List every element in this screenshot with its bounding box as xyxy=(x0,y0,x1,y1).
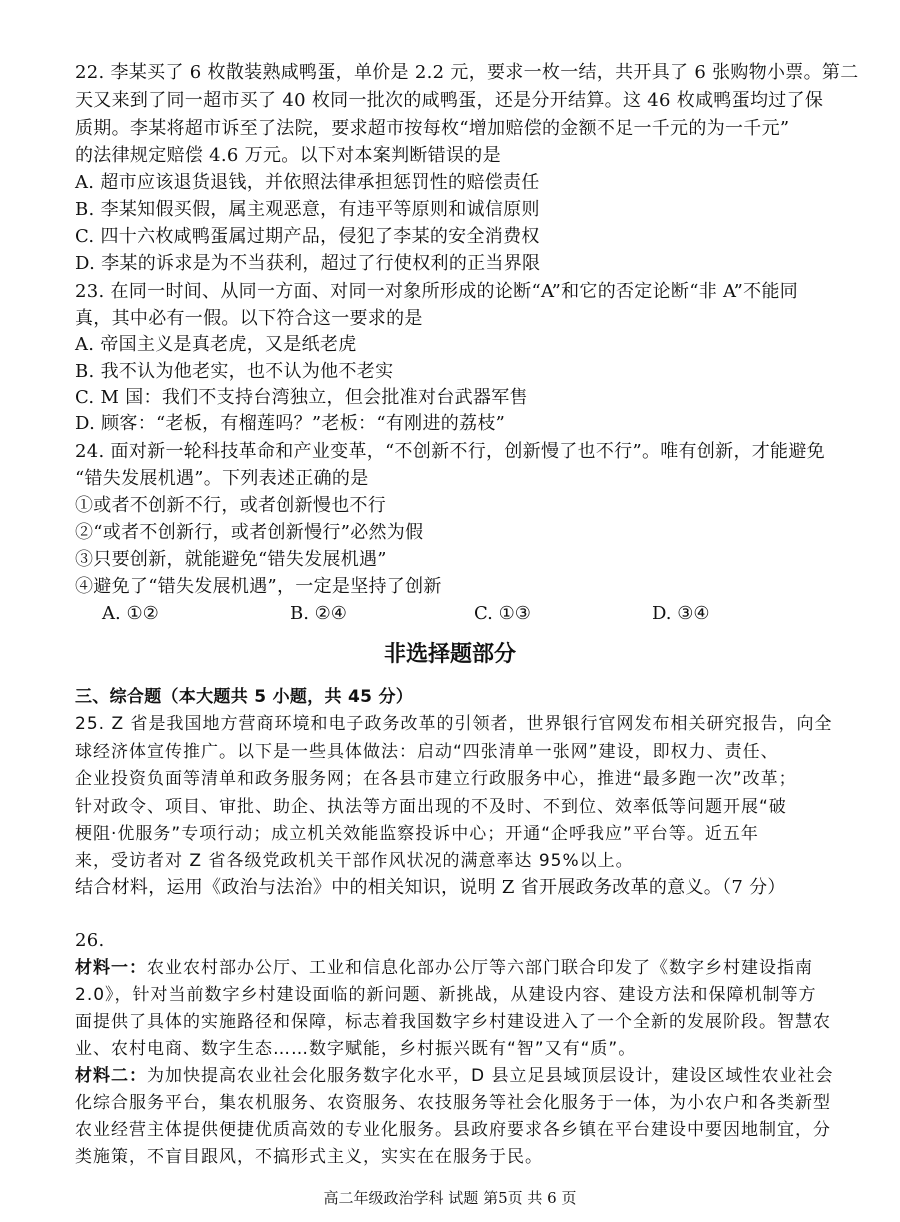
q24-statement-4: ④避免了“错失发展机遇”，一定是坚持了创新 xyxy=(75,576,442,597)
q24-statement-1: ①或者不创新不行，或者创新慢也不行 xyxy=(75,495,387,516)
q23-option-c: C. M 国：我们不支持台湾独立，但会批准对台武器军售 xyxy=(75,387,528,408)
material2-text-1: 为加快提高农业社会化服务数字化水平，D 县立足县域顶层设计，建设区域性农业社会 xyxy=(147,1066,834,1086)
q26-material1-line-2: 2.0》，针对当前数字乡村建设面临的新问题、新挑战，从建设内容、建设方法和保障机制等方 xyxy=(75,985,817,1005)
q23-option-a: A. 帝国主义是真老虎，又是纸老虎 xyxy=(75,334,357,355)
q22-option-a: A. 超市应该退货退钱，并依照法律承担惩罚性的赔偿责任 xyxy=(75,172,540,193)
q26-material1-line-3: 面提供了具体的实施路径和保障，标志着我国数字乡村建设进入了一个全新的发展阶段。智慧农 xyxy=(75,1012,831,1032)
q26-material2-line-1 xyxy=(75,1063,835,1089)
q25-line-2: 球经济体宣传推广。以下是一些具体做法：启动“四张清单一张网”建设，即权力、责任、 xyxy=(75,742,779,762)
q22-option-d: D. 李某的诉求是为不当获利，超过了行使权利的正当界限 xyxy=(75,253,541,274)
q25-line-5: 梗阻·优服务”专项行动；成立机关效能监察投诉中心；开通“企呼我应”平台等。近五年 xyxy=(75,824,759,844)
q24-choice-c: C. ①③ xyxy=(474,603,531,624)
section-title: 非选择题部分 xyxy=(383,642,516,667)
q25-line-6: 来，受访者对 Z 省各级党政机关干部作风状况的满意率达 95%以上。 xyxy=(75,851,634,871)
q22-line-4: 的法律规定赔偿 4.6 万元。以下对本案判断错误的是 xyxy=(75,145,501,166)
material1-label: 材料一： xyxy=(75,958,147,978)
part3-heading: 三、综合题（本大题共 5 小题，共 45 分） xyxy=(75,687,414,707)
q26-material2-line-2: 化综合服务平台，集农机服务、农资服务、农技服务等社会化服务于一体，为小农户和各类新型 xyxy=(75,1093,831,1113)
q26-number: 26. xyxy=(75,930,105,951)
q23-option-d: D. 顾客：“老板，有榴莲吗？”老板：“有刚进的荔枝” xyxy=(75,413,506,434)
q26-material1-line-1 xyxy=(75,955,835,981)
q25-line-4: 针对政令、项目、审批、助企、执法等方面出现的不及时、不到位、效率低等问题开展“破 xyxy=(75,797,787,817)
q25-line-3: 企业投资负面等清单和政务服务网；在各县市建立行政服务中心，推进“最多跑一次”改革； xyxy=(75,769,797,789)
q22-option-c: C. 四十六枚咸鸭蛋属过期产品，侵犯了李某的安全消费权 xyxy=(75,226,540,247)
material2-label: 材料二： xyxy=(75,1066,147,1086)
q24-choice-b: B. ②④ xyxy=(290,603,347,624)
q25-question: 结合材料，运用《政治与法治》中的相关知识，说明 Z 省开展政务改革的意义。（7 分） xyxy=(75,877,786,898)
q22-line-3: 质期。李某将超市诉至了法院，要求超市按每枚“增加赔偿的金额不足一千元的为一千元” xyxy=(75,118,790,139)
q24-statement-3: ③只要创新，就能避免“错失发展机遇” xyxy=(75,549,387,570)
q24-choice-d: D. ③④ xyxy=(652,603,710,624)
q23-option-b: B. 我不认为他老实，也不认为他不老实 xyxy=(75,361,394,382)
material1-text-1: 农业农村部办公厅、工业和信息化部办公厅等六部门联合印发了《数字乡村建设指南 xyxy=(147,958,813,978)
q26-material2-line-4: 类施策，不盲目跟风，不搞形式主义，实实在在服务于民。 xyxy=(75,1147,543,1167)
q22-line-1: 22. 李某买了 6 枚散装熟咸鸭蛋，单价是 2.2 元，要求一枚一结，共开具了 6 张购物小票。第二 xyxy=(75,62,859,83)
q24-line-2: “错失发展机遇”。下列表述正确的是 xyxy=(75,468,369,489)
q26-material2-line-3: 农业经营主体提供便捷优质高效的专业化服务。县政府要求各乡镇在平台建设中要因地制宜，分 xyxy=(75,1120,831,1140)
q24-choice-a: A. ①② xyxy=(102,603,159,624)
q25-line-1: 25. Z 省是我国地方营商环境和电子政务改革的引领者，世界银行官网发布相关研究报告，向全 xyxy=(75,714,833,734)
page-footer: 高二年级政治学科 试题 第5页 共 6 页 xyxy=(323,1189,577,1207)
q26-material1-line-4: 业、农村电商、数字生态……数字赋能，乡村振兴既有“智”又有“质”。 xyxy=(75,1039,637,1059)
q22-line-2: 天又来到了同一超市买了 40 枚同一批次的咸鸭蛋，还是分开结算。这 46 枚咸鸭蛋均过了保 xyxy=(75,90,824,111)
q24-line-1: 24. 面对新一轮科技革命和产业变革，“不创新不行，创新慢了也不行”。唯有创新，才能避免 xyxy=(75,441,825,462)
q22-option-b: B. 李某知假买假，属主观恶意，有违平等原则和诚信原则 xyxy=(75,199,540,220)
q24-statement-2: ②“或者不创新行，或者创新慢行”必然为假 xyxy=(75,522,424,543)
q23-line-2: 真，其中必有一假。以下符合这一要求的是 xyxy=(75,308,423,329)
q23-line-1: 23. 在同一时间、从同一方面、对同一对象所形成的论断“A”和它的否定论断“非 A”不能同 xyxy=(75,281,799,302)
